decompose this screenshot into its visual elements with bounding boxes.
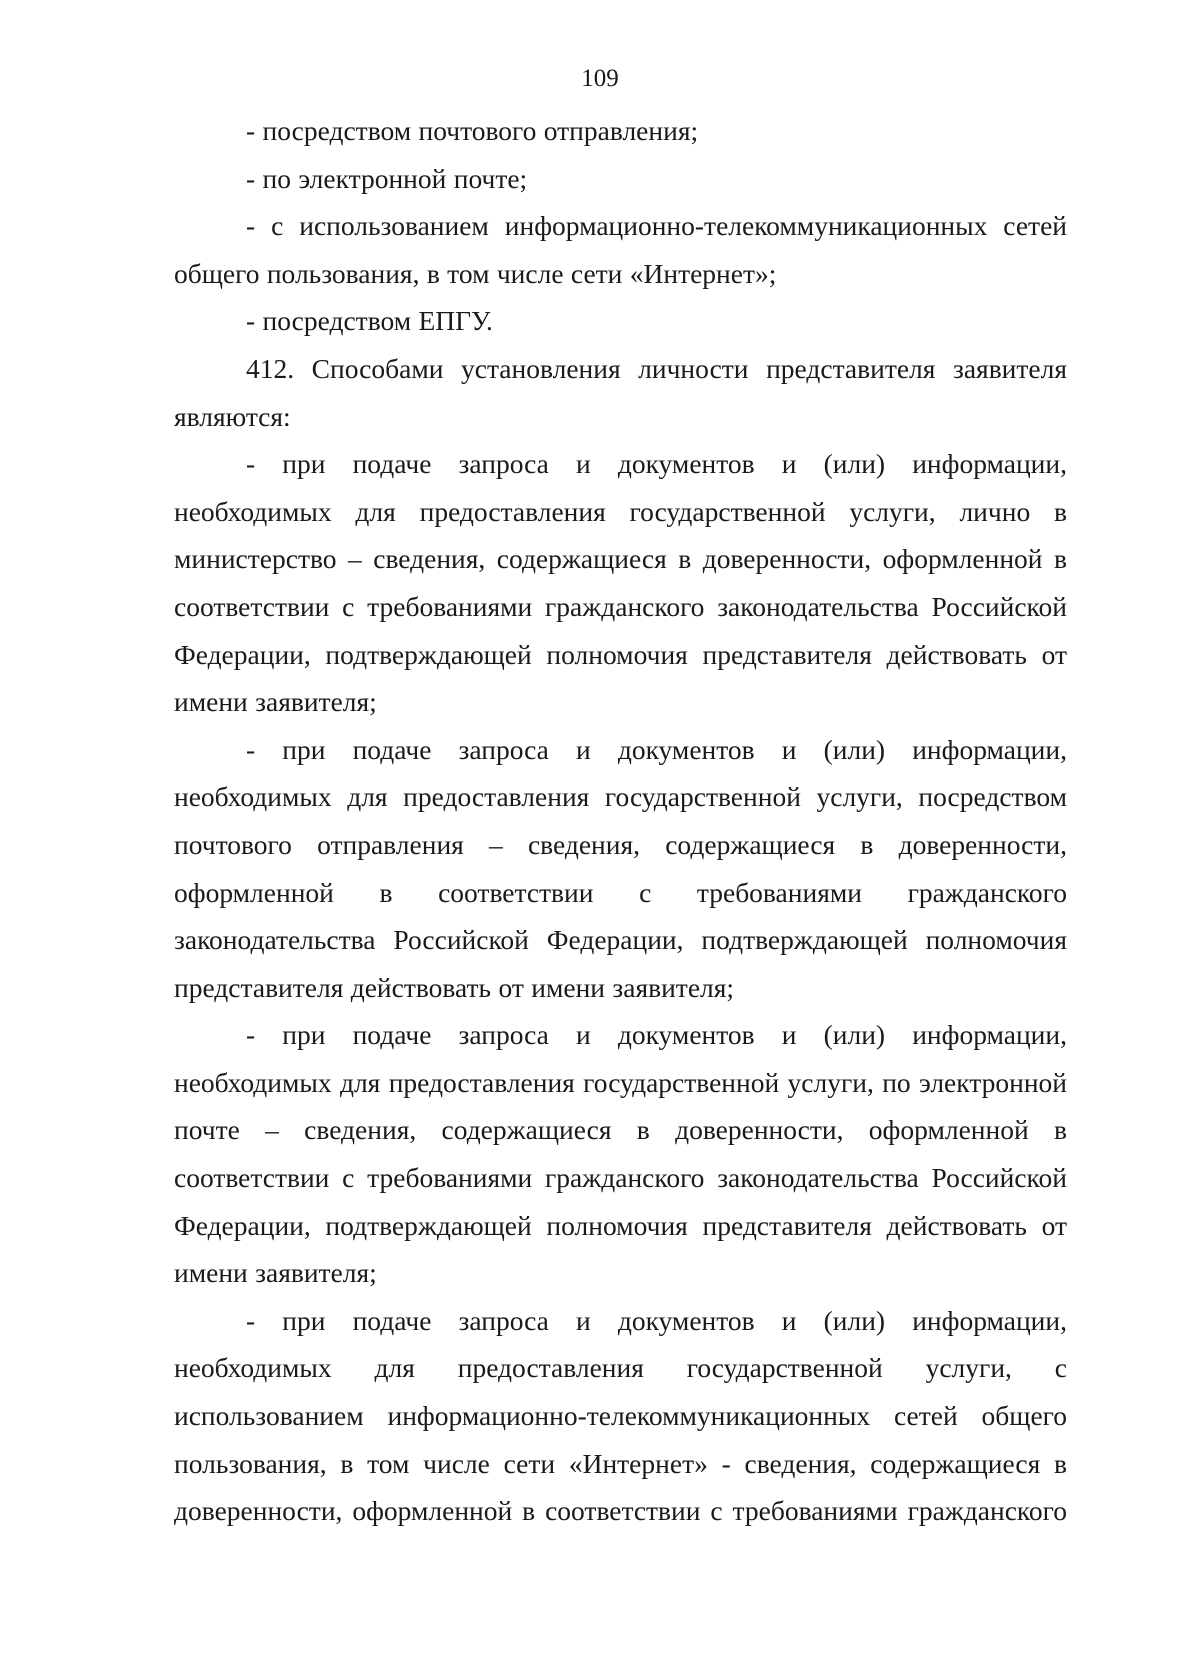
paragraph: - при подаче запроса и документов и (или) информации, необходимых для предоставления государственной услуги, лично в министерство – сведения, содержащиеся в доверенности, оформленной в соответствии с требованиями гражданского законодательства Российской Федерации, подтверждающей полномочия представителя действовать от имени заявителя; <box>174 448 1067 718</box>
page-number: 109 <box>581 65 619 92</box>
paragraph: - при подаче запроса и документов и (или) информации, необходимых для предоставления государственной услуги, посредством почтового отправления – сведения, содержащиеся в доверенности, оформленной в соответствии с требованиями гражданского законодательства Российской Федерации, подтверждающей полномочия представителя действовать от имени заявителя; <box>174 733 1067 1003</box>
document-body <box>174 107 1067 1535</box>
paragraph: - с использованием информационно-телекоммуникационных сетей общего пользования, в том числе сети «Интернет»; <box>174 210 1067 289</box>
paragraph: 412. Способами установления личности представителя заявителя являются: <box>174 352 1067 432</box>
paragraph: - посредством ЕПГУ. <box>246 305 493 337</box>
paragraph: - посредством почтового отправления; <box>246 115 699 146</box>
paragraph-continued: - при подаче запроса и документов и (или) информации, необходимых для предоставления государственной услуги, с использованием информационно-телекоммуникационных сетей общего пользования, в том числе сети «Интернет» - сведения, содержащиеся в доверенности, оформленной в соответствии с требованиями гражданского <box>174 1304 1067 1527</box>
paragraph: - по электронной почте; <box>246 162 528 194</box>
paragraph: - при подаче запроса и документов и (или) информации, необходимых для предоставления государственной услуги, по электронной почте – сведения, содержащиеся в доверенности, оформленной в соответствии с требованиями гражданского законодательства Российской Федерации, подтверждающей полномочия представителя действовать от имени заявителя; <box>174 1019 1067 1289</box>
